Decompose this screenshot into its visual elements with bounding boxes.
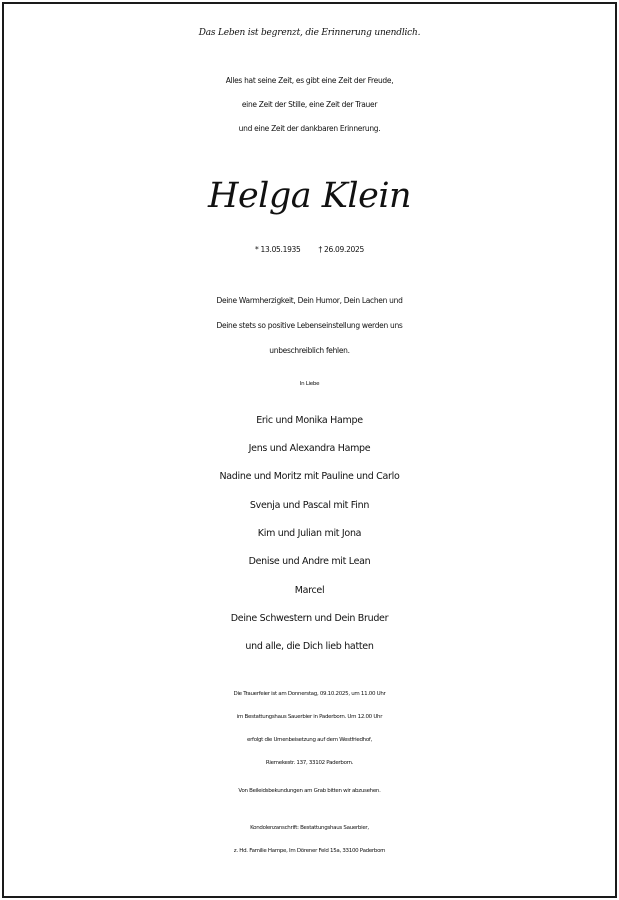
- mourner-line: Eric und Monika Hampe: [256, 415, 363, 426]
- mourner-line: Marcel: [294, 585, 325, 596]
- motto: Das Leben ist begrenzt, die Erinnerung unendlich.: [198, 28, 421, 38]
- in-love-label: In Liebe: [299, 381, 320, 387]
- deceased-name: Helga Klein: [207, 176, 412, 216]
- condolence-note: Von Beileidsbekundungen am Grab bitten wir abzusehen.: [238, 788, 381, 794]
- death-date: † 26.09.2025: [318, 245, 364, 254]
- service-line-1: Die Trauerfeier ist am Donnerstag, 09.10.2025, um 11.00 Uhr: [233, 691, 386, 697]
- address-line-2: z. Hd. Familie Hampe, Im Dörener Feld 15a, 33100 Paderborn: [233, 848, 386, 854]
- mourner-line: Deine Schwestern und Dein Bruder: [230, 613, 389, 624]
- poem-line-2: eine Zeit der Stille, eine Zeit der Trauer: [241, 100, 378, 109]
- birth-date: * 13.05.1935: [255, 245, 301, 254]
- mourner-line: Denise und Andre mit Lean: [248, 556, 371, 567]
- mourner-line: Jens und Alexandra Hampe: [248, 443, 371, 454]
- tribute-line-3: unbeschreiblich fehlen.: [269, 346, 350, 355]
- tribute-line-1: Deine Warmherzigkeit, Dein Humor, Dein Lachen und: [216, 296, 403, 305]
- mourner-line: Svenja und Pascal mit Finn: [249, 500, 370, 511]
- mourner-line: und alle, die Dich lieb hatten: [245, 641, 374, 652]
- tribute-line-2: Deine stets so positive Lebenseinstellung werden uns: [216, 321, 403, 330]
- service-line-3: erfolgt die Urnenbeisetzung auf dem Westfriedhof,: [247, 737, 372, 743]
- service-line-4: Riemekestr. 137, 33102 Paderborn.: [265, 760, 354, 766]
- address-line-1: Kondolenzanschrift: Bestattungshaus Sauerbier,: [250, 825, 369, 831]
- life-dates: [0, 245, 619, 254]
- service-line-2: im Bestattungshaus Sauerbier in Paderborn. Um 12.00 Uhr: [236, 714, 383, 720]
- poem-line-1: Alles hat seine Zeit, es gibt eine Zeit der Freude,: [225, 76, 394, 85]
- mourner-line: Nadine und Moritz mit Pauline und Carlo: [219, 471, 400, 482]
- mourner-line: Kim und Julian mit Jona: [257, 528, 362, 539]
- poem-line-3: und eine Zeit der dankbaren Erinnerung.: [238, 124, 381, 133]
